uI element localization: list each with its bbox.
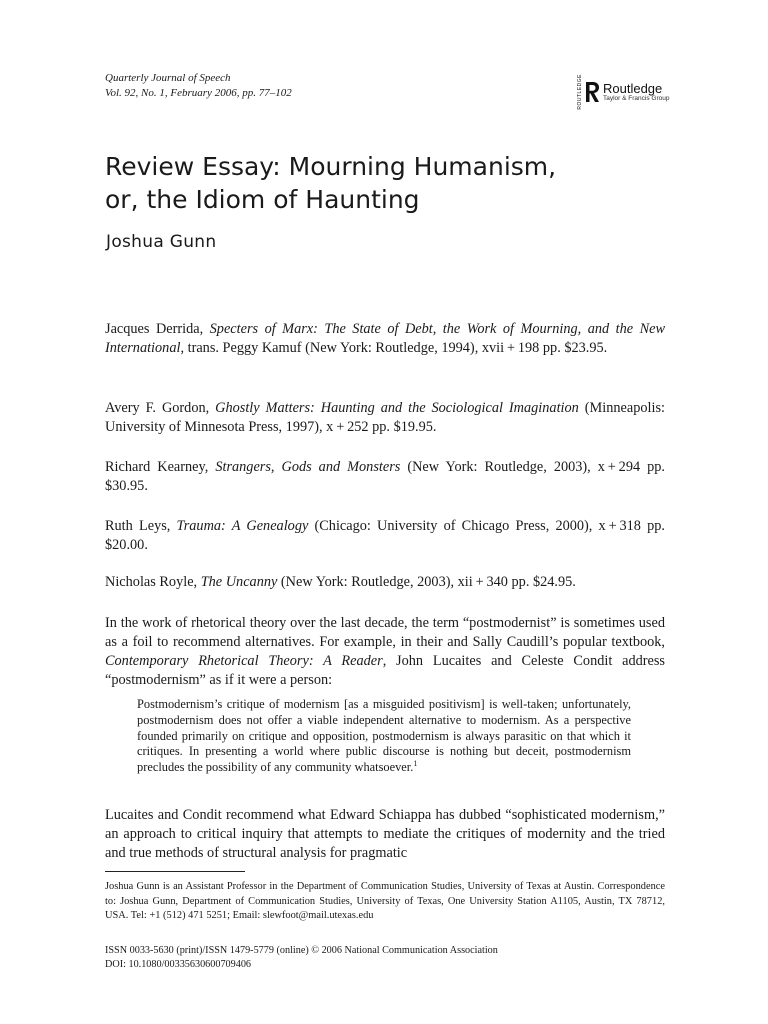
body-paragraph: Lucaites and Condit recommend what Edward Schiappa has dubbed “sophisticated modernism,” an approach to critical inquiry that attempts to mediate the critiques of modernity and the tried and true methods of structural analysis for pragmatic — [105, 807, 665, 861]
author-footnote: Joshua Gunn is an Assistant Professor in the Department of Communication Studies, University of Texas at Austin. Correspondence to: Joshua Gunn, Department of Communication Studies, University of Texas, One University Station A1105, Austin, TX 78712, USA. Tel: +1 (512) 471 5251; Email: slewfoot@mail.utexas.edu — [105, 881, 665, 922]
book-title: Contemporary Rhetorical Theory: A Reader — [105, 653, 383, 669]
journal-name: Quarterly Journal of Speech — [105, 72, 231, 84]
reference-author: Nicholas Royle, — [105, 574, 201, 590]
body-paragraph — [105, 614, 665, 690]
reference-title: Strangers, Gods and Monsters — [215, 459, 401, 475]
reference-entry — [105, 320, 665, 358]
journal-volume: Vol. 92, No. 1, February 2006, pp. 77–102 — [105, 87, 292, 99]
publisher-logo — [577, 74, 669, 110]
reference-details: (Chicago: University of Chicago Press, 2000), x + 318 pp. $20.00. — [105, 518, 665, 553]
paragraph-text: In the work of rhetorical theory over the last decade, the term “postmodernist” is sometimes used as a foil to recommend alternatives. For example, in their and Sally Caudill’s popular textbook, — [105, 615, 665, 650]
footnote-marker[interactable]: 1 — [413, 759, 418, 769]
doi-line: DOI: 10.1080/00335630600709406 — [105, 959, 252, 971]
logo-vertical-text: ROUTLEDGE — [577, 74, 583, 110]
reference-author: Ruth Leys, — [105, 518, 177, 534]
logo-subtitle: Taylor & Francis Group — [603, 94, 670, 102]
reference-details: (New York: Routledge, 2003), x + 294 pp. $30.95. — [105, 459, 665, 494]
reference-details: , trans. Peggy Kamuf (New York: Routledge, 1994), xvii + 198 pp. $23.95. — [180, 340, 608, 356]
title-line-1: Review Essay: Mourning Humanism, — [105, 152, 557, 181]
reference-title: Specters of Marx: The State of Debt, the Work of Mourning, and the New International — [105, 321, 665, 356]
reference-entry — [105, 458, 665, 496]
reference-details: (New York: Routledge, 2003), xii + 340 pp. $24.95. — [277, 574, 576, 590]
reference-title: Ghostly Matters: Haunting and the Sociological Imagination — [215, 400, 579, 416]
title-line-2: or, the Idiom of Haunting — [105, 185, 420, 214]
reference-author: Richard Kearney, — [105, 459, 216, 475]
issn-line: ISSN 0033-5630 (print)/ISSN 1479-5779 (online) © 2006 National Communication Association — [105, 945, 498, 956]
reference-entry — [105, 399, 665, 437]
block-quote — [137, 697, 631, 776]
reference-details: (Minneapolis: University of Minnesota Press, 1997), x + 252 pp. $19.95. — [105, 400, 665, 435]
article-title — [105, 150, 685, 216]
quote-text: Postmodernism’s critique of modernism [as a misguided positivism] is well-taken; unfortunately, postmodernism does not offer a viable independent alternative to modernism. As a perspective founded primarily on critique and opposition, postmodernism is always parasitic on that which it critiques. In presenting a world where public discourse is nothing but deceit, postmodernism precludes the possibility of any community whatsoever. — [137, 697, 631, 775]
footnote-divider — [105, 871, 245, 872]
reference-author: Avery F. Gordon, — [105, 400, 216, 416]
routledge-r-icon — [584, 81, 600, 103]
reference-entry — [105, 517, 665, 555]
reference-title: The Uncanny — [200, 574, 278, 590]
reference-entry — [105, 573, 665, 592]
reference-author: Jacques Derrida, — [105, 321, 210, 337]
reference-title: Trauma: A Genealogy — [176, 518, 309, 534]
article-author: Joshua Gunn — [106, 232, 217, 252]
logo-name: Routledge — [603, 80, 663, 96]
publication-info — [105, 944, 665, 973]
paragraph-text: , John Lucaites and Celeste Condit address “postmodernism” as if it were a person: — [105, 653, 665, 688]
